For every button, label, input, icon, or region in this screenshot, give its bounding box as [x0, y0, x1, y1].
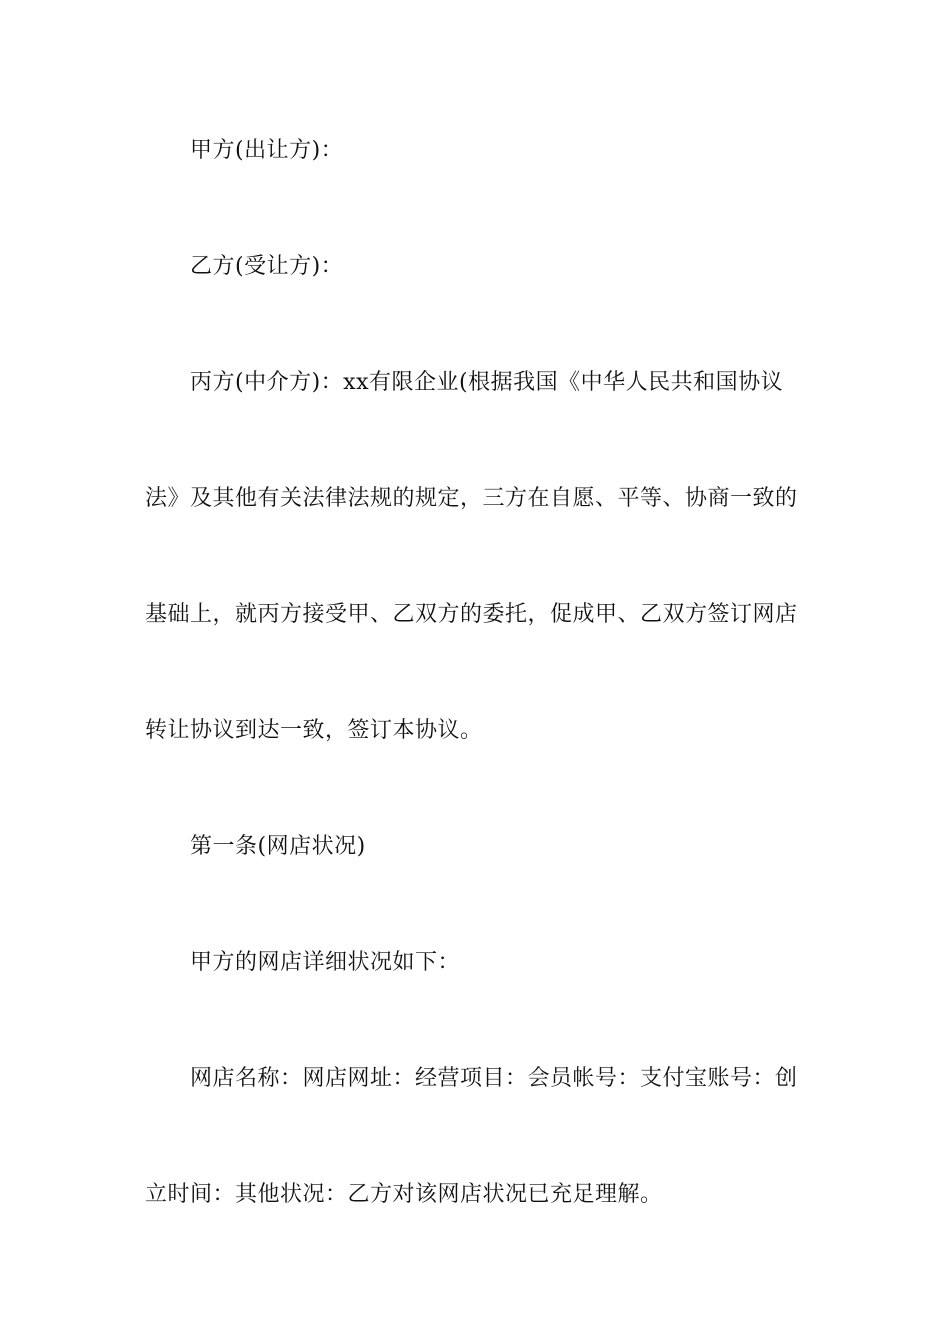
- party-b-line: 乙方(受让方)：: [190, 254, 344, 279]
- article-heading: 第一条(网店状况): [190, 834, 366, 859]
- paragraph-line: 基础上，就丙方接受甲、乙双方的委托，促成甲、乙双方签订网店: [145, 602, 798, 627]
- paragraph-line: 法》及其他有关法律法规的规定，三方在自愿、平等、协商一致的: [145, 486, 798, 511]
- shop-details-fields-cont: 立时间：其他状况：乙方对该网店状况已充足理解。: [145, 1182, 663, 1207]
- party-a-line: 甲方(出让方)：: [190, 138, 344, 163]
- shop-details-intro: 甲方的网店详细状况如下：: [190, 950, 461, 975]
- shop-details-fields: 网店名称：网店网址：经营项目：会员帐号：支付宝账号：创: [190, 1066, 798, 1091]
- paragraph-line: 转让协议到达一致，签订本协议。: [145, 718, 483, 743]
- party-c-line: 丙方(中介方)：xx有限企业(根据我国《中华人民共和国协议: [190, 370, 784, 395]
